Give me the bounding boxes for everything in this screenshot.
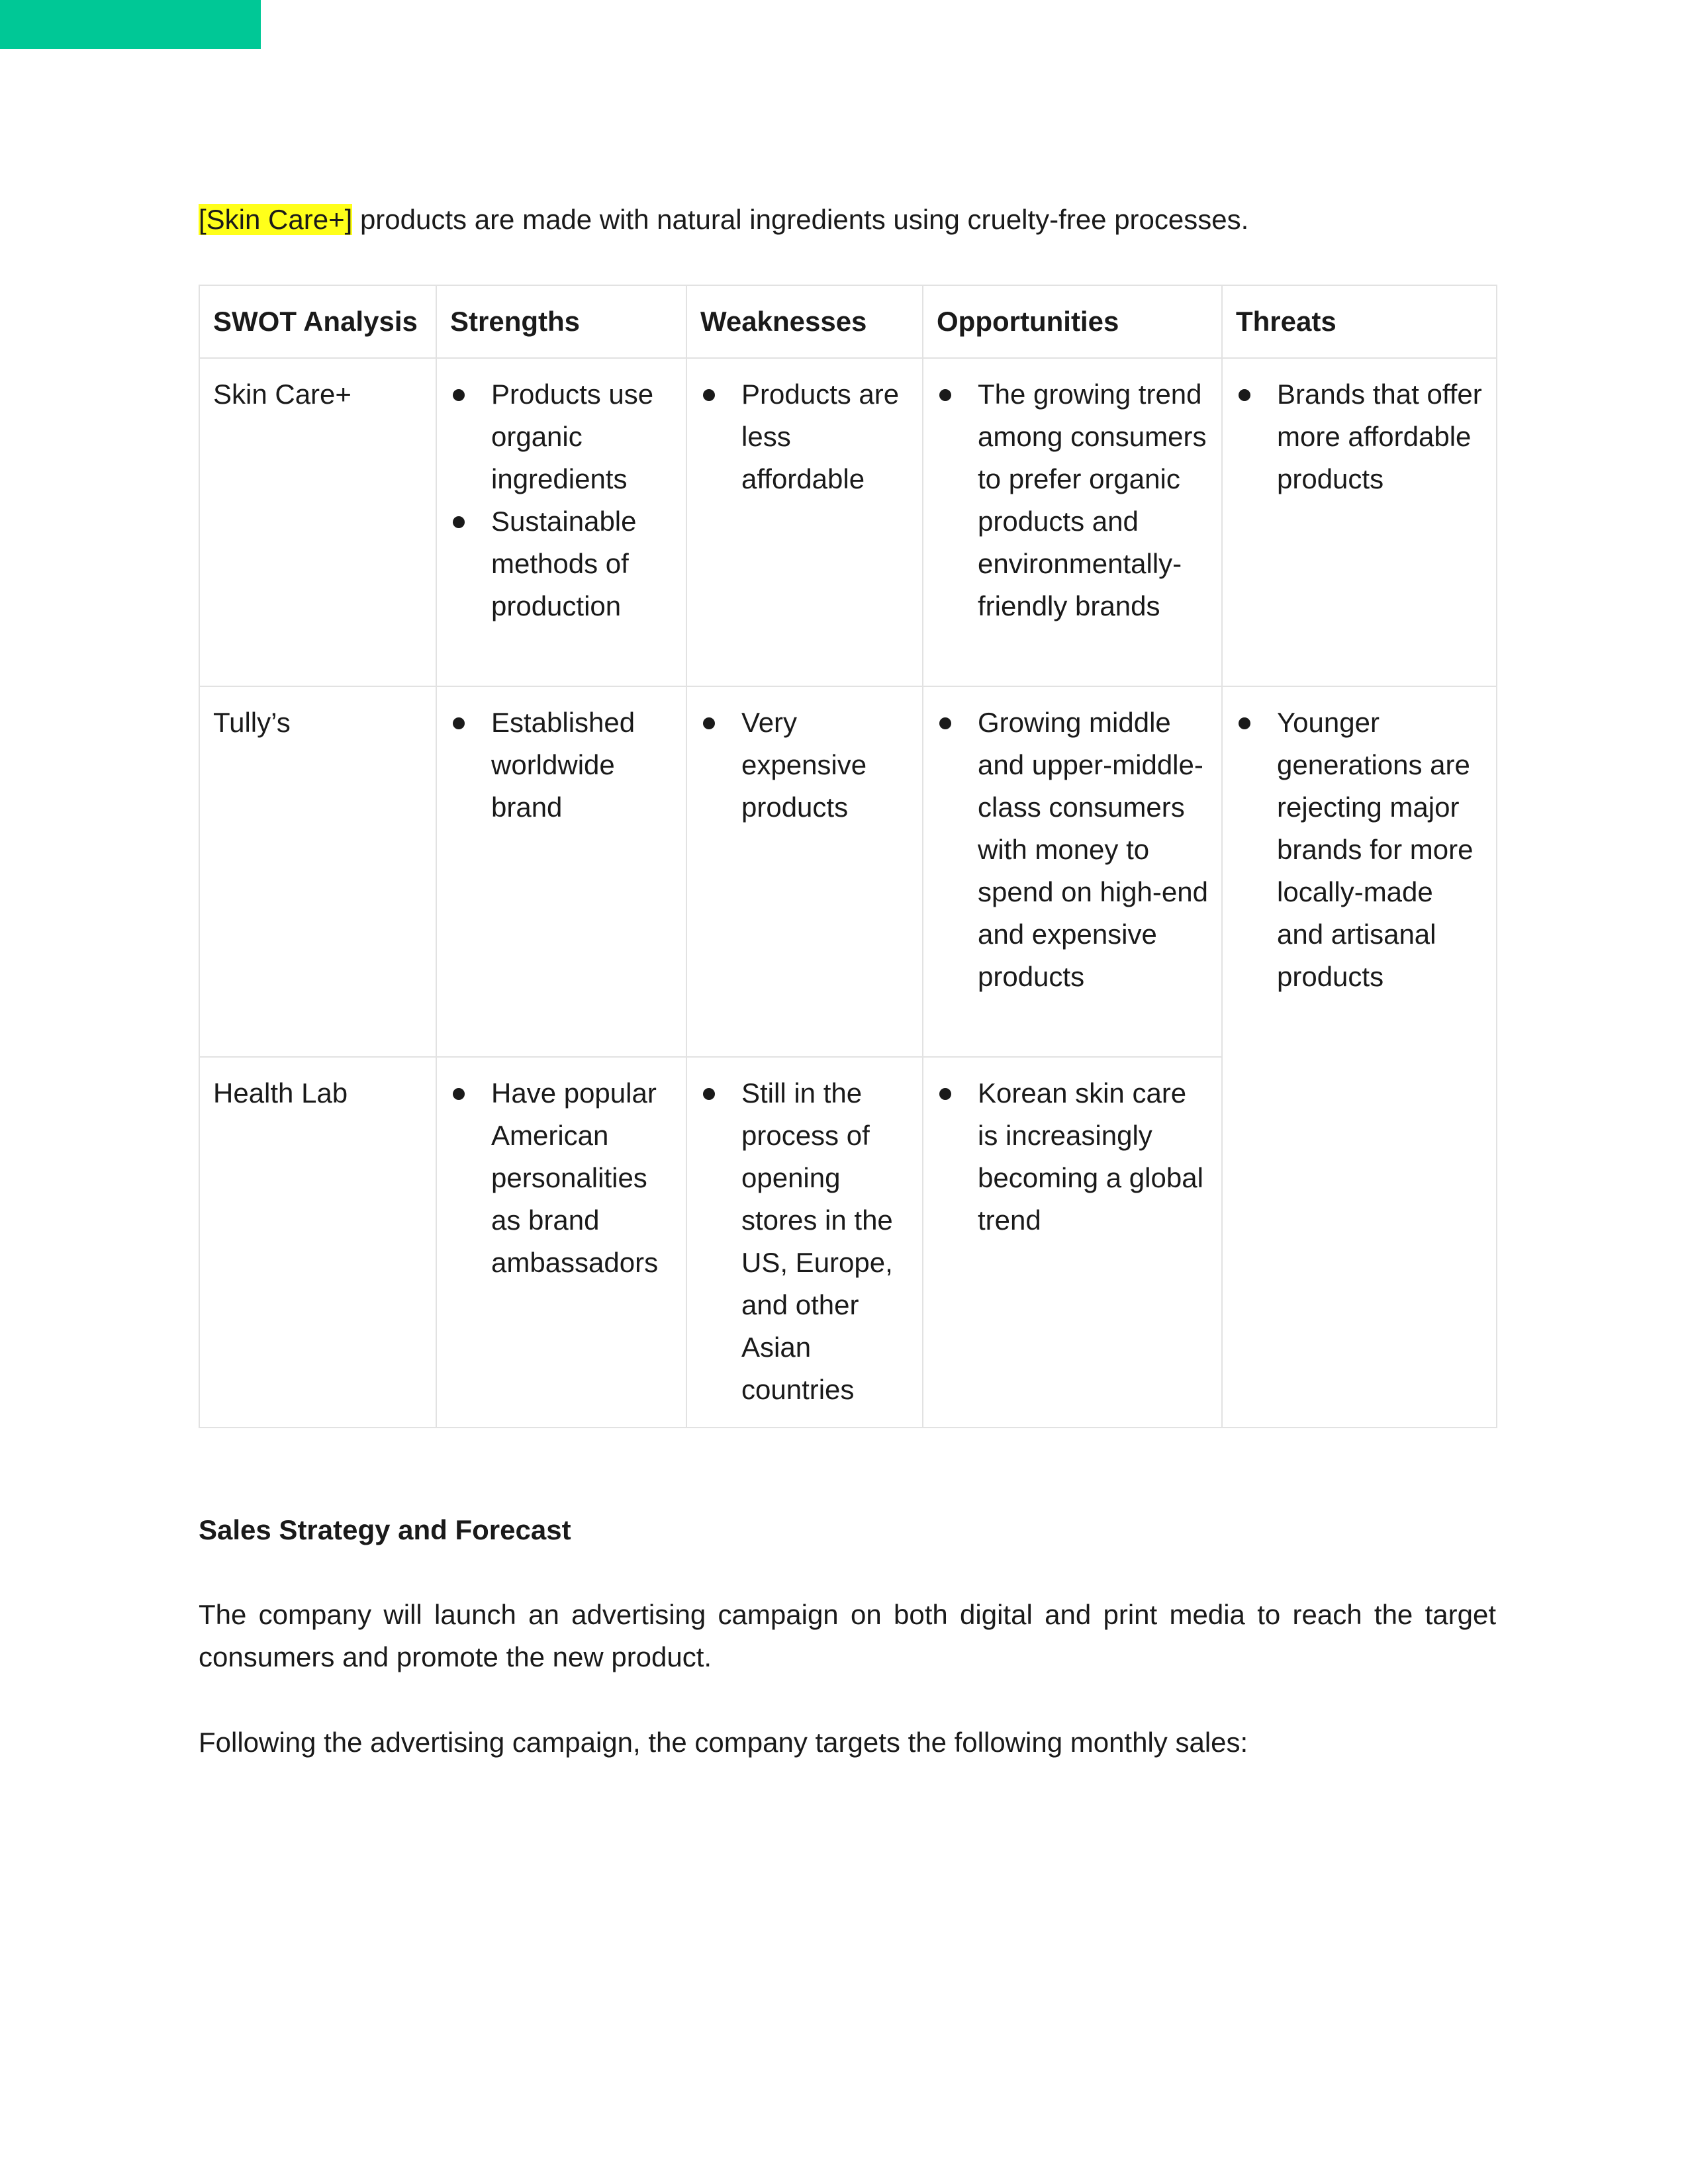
section-heading: Sales Strategy and Forecast	[199, 1514, 571, 1545]
bullet-list	[937, 702, 1208, 998]
strengths-cell	[436, 358, 686, 686]
bullet-list	[937, 1072, 1208, 1242]
weaknesses-cell	[686, 686, 923, 1057]
bullet-list	[450, 373, 673, 627]
list-item: Growing middle and upper-middle-class consumers with money to spend on high-end and expensive products	[937, 702, 1208, 998]
list-item: Products use organic ingredients	[450, 373, 673, 500]
product-name-highlight: [Skin Care+]	[199, 204, 353, 235]
list-item: Still in the process of opening stores in the US, Europe, and other Asian countries	[700, 1072, 909, 1411]
intro-text: products are made with natural ingredients using cruelty-free processes.	[352, 204, 1249, 235]
opportunities-cell	[923, 686, 1222, 1057]
header-accent-bar	[0, 0, 261, 49]
bullet-list	[700, 373, 909, 500]
swot-table	[199, 285, 1497, 1428]
table-row	[199, 358, 1497, 686]
strengths-cell	[436, 686, 686, 1057]
threats-cell	[1222, 358, 1497, 686]
row-name: Skin Care+	[199, 358, 436, 686]
list-item: Younger generations are rejecting major brands for more locally-made and artisanal products	[1236, 702, 1483, 998]
strengths-cell	[436, 1057, 686, 1428]
header-weaknesses: Weaknesses	[686, 285, 923, 358]
bullet-list	[1236, 702, 1483, 998]
table-row	[199, 1057, 1497, 1428]
swot-header-row	[199, 285, 1497, 358]
body-paragraph: The company will launch an advertising campaign on both digital and print media to reach the target consumers and promote the new product.	[199, 1599, 1496, 1672]
header-strengths: Strengths	[436, 285, 686, 358]
list-item: Have popular American personalities as brand ambassadors	[450, 1072, 673, 1284]
row-name: Health Lab	[199, 1057, 436, 1428]
list-item: Products are less affordable	[700, 373, 909, 500]
body-paragraph: Following the advertising campaign, the company targets the following monthly sales:	[199, 1727, 1248, 1758]
header-threats: Threats	[1222, 285, 1497, 358]
list-item: Korean skin care is increasingly becoming a global trend	[937, 1072, 1208, 1242]
weaknesses-cell	[686, 358, 923, 686]
row-name: Tully’s	[199, 686, 436, 1057]
weaknesses-cell	[686, 1057, 923, 1428]
header-swot-analysis: SWOT Analysis	[199, 285, 436, 358]
bullet-list	[450, 702, 673, 829]
opportunities-cell	[923, 1057, 1222, 1428]
threats-cell-empty	[1222, 1057, 1497, 1428]
list-item: Sustainable methods of production	[450, 500, 673, 627]
list-item: Very expensive products	[700, 702, 909, 829]
bullet-list	[700, 1072, 909, 1411]
list-item: Established worldwide brand	[450, 702, 673, 829]
threats-cell	[1222, 686, 1497, 1057]
intro-paragraph	[199, 199, 1496, 241]
bullet-list	[1236, 373, 1483, 500]
bullet-list	[700, 702, 909, 829]
list-item: The growing trend among consumers to prefer organic products and environmentally-friendly brands	[937, 373, 1208, 627]
header-opportunities: Opportunities	[923, 285, 1222, 358]
bullet-list	[937, 373, 1208, 627]
bullet-list	[450, 1072, 673, 1284]
table-row	[199, 686, 1497, 1057]
list-item: Brands that offer more affordable products	[1236, 373, 1483, 500]
opportunities-cell	[923, 358, 1222, 686]
